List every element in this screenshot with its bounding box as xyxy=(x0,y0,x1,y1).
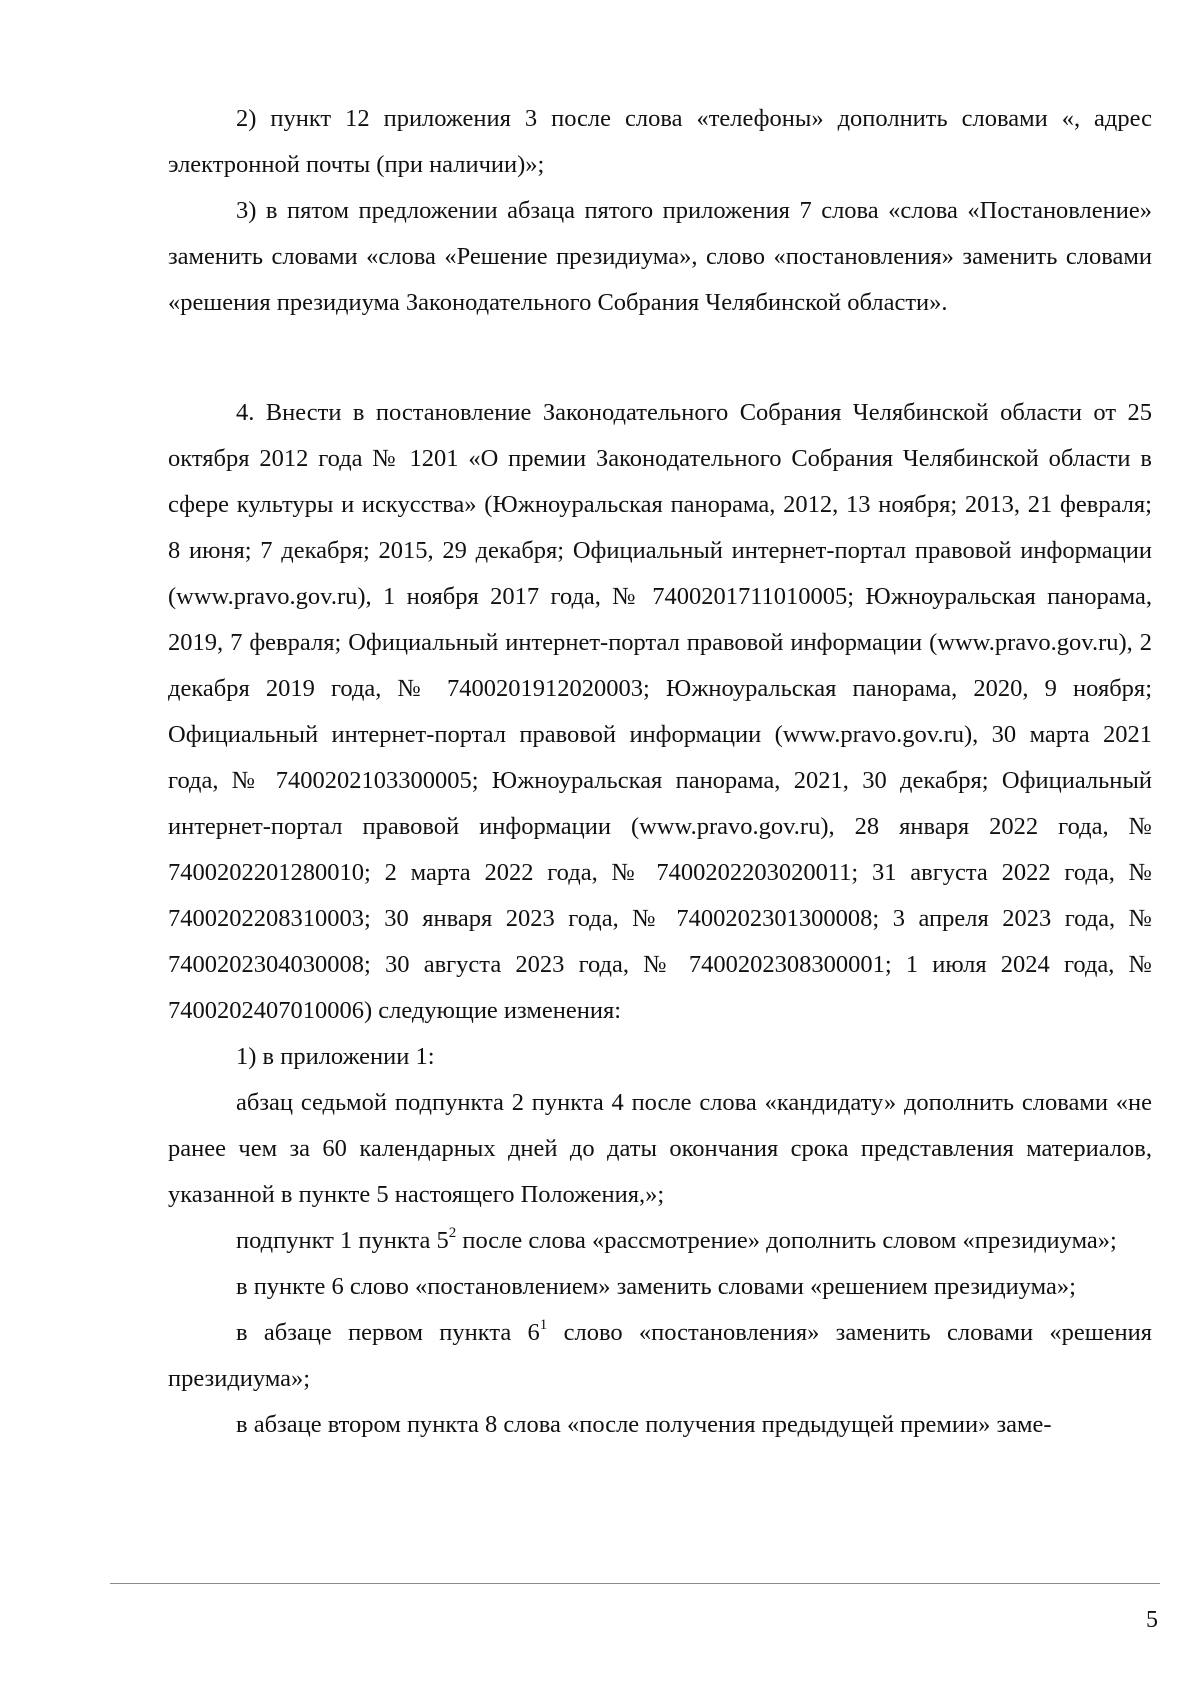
footer-divider xyxy=(110,1583,1160,1584)
paragraph-item-3: 3) в пятом предложении абзаца пятого приложения 7 слова «слова «Постановление» заменить словами «слова «Решение президиума», слово «постановления» заменить словами «решения президиума Законодательного Собрания Челябинской области». xyxy=(168,197,1152,316)
paragraph-amendment-5: в абзаце втором пункта 8 слова «после получения предыдущей премии» заме- xyxy=(236,1411,1052,1438)
amendment-2-after: после слова «рассмотрение» дополнить словом «президиума»; xyxy=(456,1227,1117,1254)
paragraph-amendment-3: в пункте 6 слово «постановлением» заменить словами «решением президиума»; xyxy=(236,1273,1076,1300)
paragraph-section-4: 4. Внести в постановление Законодательного Собрания Челябинской области от 25 октября 2012 года № 1201 «О премии Законодательного Собрания Челябинской области в сфере культуры и искусства» (Южноуральская панорама, 2012, 13 ноября; 2013, 21 февраля; 8 июня; 7 декабря; 2015, 29 декабря; Официальный интернет-портал правовой информации (www.pravo.gov.ru), 1 ноября 2017 года, № 7400201711010005; Южноуральская панорама, 2019, 7 февраля; Официальный интернет-портал правовой информации (www.pravo.gov.ru), 2 декабря 2019 года, № 7400201912020003; Южноуральская панорама, 2020, 9 ноября; Официальный интернет-портал правовой информации (www.pravo.gov.ru), 30 марта 2021 года, № 7400202103300005; Южноуральская панорама, 2021, 30 декабря; Официальный интернет-портал правовой информации (www.pravo.gov.ru), 28 января 2022 года, № 7400202201280010; 2 марта 2022 года, № 7400202203020011; 31 августа 2022 года, № 7400202208310003; 30 января 2023 года, № 7400202301300008; 3 апреля 2023 года, № 7400202304030008; 30 августа 2023 года, № 7400202308300001; 1 июля 2024 года, № 7400202407010006) следующие изменения: xyxy=(168,399,1152,1024)
amendment-4-after: слово «постановления» заменить словами «решения президиума»; xyxy=(168,1319,1152,1392)
amendment-4-before: в абзаце первом пункта 6 xyxy=(236,1319,540,1346)
document-body-top xyxy=(168,96,1152,326)
paragraph-appendix-1: 1) в приложении 1: xyxy=(236,1043,435,1070)
amendment-4-superscript: 1 xyxy=(539,1316,548,1333)
paragraph-amendment-4 xyxy=(168,1310,1152,1402)
paragraph-item-2: 2) пункт 12 приложения 3 после слова «телефоны» дополнить словами «, адрес электронной почты (при наличии)»; xyxy=(168,105,1152,178)
page-number: 5 xyxy=(1146,1607,1158,1633)
paragraph-amendment-2 xyxy=(168,1218,1152,1264)
amendment-2-before: подпункт 1 пункта 5 xyxy=(236,1227,449,1254)
document-body-main xyxy=(168,390,1152,1448)
amendment-2-superscript: 2 xyxy=(448,1224,457,1241)
paragraph-amendment-1: абзац седьмой подпункта 2 пункта 4 после слова «кандидату» дополнить словами «не ранее чем за 60 календарных дней до даты окончания срока представления материалов, указанной в пункте 5 настоящего Положения,»; xyxy=(168,1089,1152,1208)
